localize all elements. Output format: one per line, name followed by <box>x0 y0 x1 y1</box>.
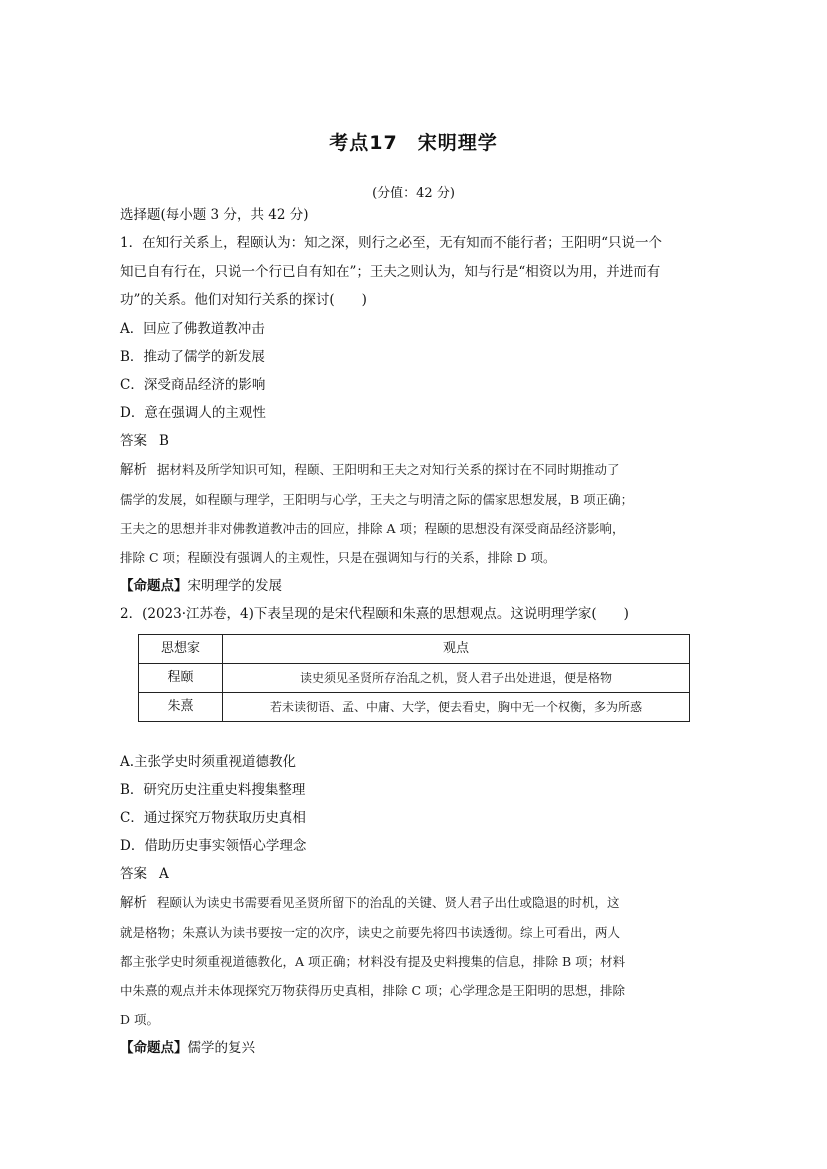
thinkers-table <box>138 634 690 722</box>
table-cell-view: 若未读彻语、孟、中庸、大学，便去看史，胸中无一个权衡，多为所惑 <box>223 692 690 721</box>
answer-value: B <box>159 432 169 449</box>
analysis-line: 儒学的发展，如程颐与理学，王阳明与心学，王夫之与明清之际的儒家思想发展，B 项正确； <box>120 491 634 507</box>
proposition-point-text: 宋明理学的发展 <box>187 577 282 594</box>
option-d: D．借助历史事实领悟心学理念 <box>120 837 307 854</box>
analysis-line: D 项。 <box>120 1011 159 1027</box>
answer-line <box>120 860 700 888</box>
table-header: 思想家 <box>139 634 223 663</box>
proposition-point <box>120 1034 700 1062</box>
analysis-line: 中朱熹的观点并未体现探究万物获得历史真相，排除 C 项；心学理念是王阳明的思想，排除 <box>120 982 626 998</box>
stem-line: 功”的关系。他们对知行关系的探讨( ) <box>120 292 367 308</box>
table-cell-view: 读史须见圣贤所存治乱之机，贤人君子出处进退，便是格物 <box>223 663 690 692</box>
table-header: 观点 <box>223 634 690 663</box>
proposition-point-label: 【命题点】 <box>120 577 188 594</box>
analysis-line: 王夫之的思想并非对佛教道教冲击的回应，排除 A 项；程颐的思想没有深受商品经济影响， <box>120 520 625 536</box>
option-a: A.主张学史时须重视道德教化 <box>120 753 297 770</box>
stem-line: 知已自有行在，只说一个行已自有知在”；王夫之则认为，知与行是“相资以为用，并进而有 <box>120 263 661 280</box>
analysis-line: 据材料及所学知识可知，程颐、王阳明和王夫之对知行关系的探讨在不同时期推动了 <box>157 461 620 477</box>
question-1-stem <box>120 229 700 315</box>
content-body <box>120 201 700 1062</box>
option-c: C．深受商品经济的影响 <box>120 376 266 393</box>
analysis-line: 程颐认为读史书需要看见圣贤所留下的治乱的关键、贤人君子出仕或隐退的时机，这 <box>157 894 620 910</box>
answer-line <box>120 427 700 455</box>
proposition-point-label: 【命题点】 <box>120 1039 188 1056</box>
question-2 <box>120 600 700 1062</box>
score-note: (分值：42 分) <box>372 186 455 201</box>
table-header-row <box>139 634 690 663</box>
table-cell-thinker: 程颐 <box>139 663 223 692</box>
option-b: B．推动了儒学的新发展 <box>120 348 265 365</box>
analysis-line: 都主张学史时须重视道德教化，A 项正确；材料没有提及史料搜集的信息，排除 B 项；材料 <box>120 953 626 969</box>
stem-line: 1．在知行关系上，程颐认为：知之深，则行之必至，无有知而不能行者；王阳明“只说一个 <box>120 235 662 251</box>
analysis-block <box>120 455 700 572</box>
answer-label: 答案 <box>120 865 147 882</box>
question-2-stem: 2．(2023·江苏卷，4)下表呈现的是宋代程颐和朱熹的思想观点。这说明理学家( ) <box>120 605 629 622</box>
option-c: C．通过探究万物获取历史真相 <box>120 809 306 826</box>
question-1 <box>120 229 700 600</box>
answer-label: 答案 <box>120 432 147 449</box>
page-title: 考点17 宋明理学 <box>329 132 498 154</box>
answer-value: A <box>159 865 169 882</box>
analysis-label: 解析 <box>120 461 147 478</box>
analysis-line: 就是格物；朱熹认为读书要按一定的次序，读史之前要先将四书读透彻。综上可看出，两人 <box>120 924 621 940</box>
section-heading: 选择题(每小题 3 分，共 42 分) <box>120 207 309 223</box>
analysis-block <box>120 888 700 1034</box>
table-row <box>139 663 690 692</box>
option-a: A．回应了佛教道教冲击 <box>120 320 265 337</box>
analysis-label: 解析 <box>120 894 147 911</box>
analysis-line: 排除 C 项；程颐没有强调人的主观性，只是在强调知与行的关系，排除 D 项。 <box>120 549 556 565</box>
proposition-point <box>120 572 700 600</box>
table-row <box>139 692 690 721</box>
option-b: B．研究历史注重史料搜集整理 <box>120 781 306 798</box>
table-cell-thinker: 朱熹 <box>139 692 223 721</box>
proposition-point-text: 儒学的复兴 <box>187 1039 255 1056</box>
option-d: D．意在强调人的主观性 <box>120 404 266 421</box>
